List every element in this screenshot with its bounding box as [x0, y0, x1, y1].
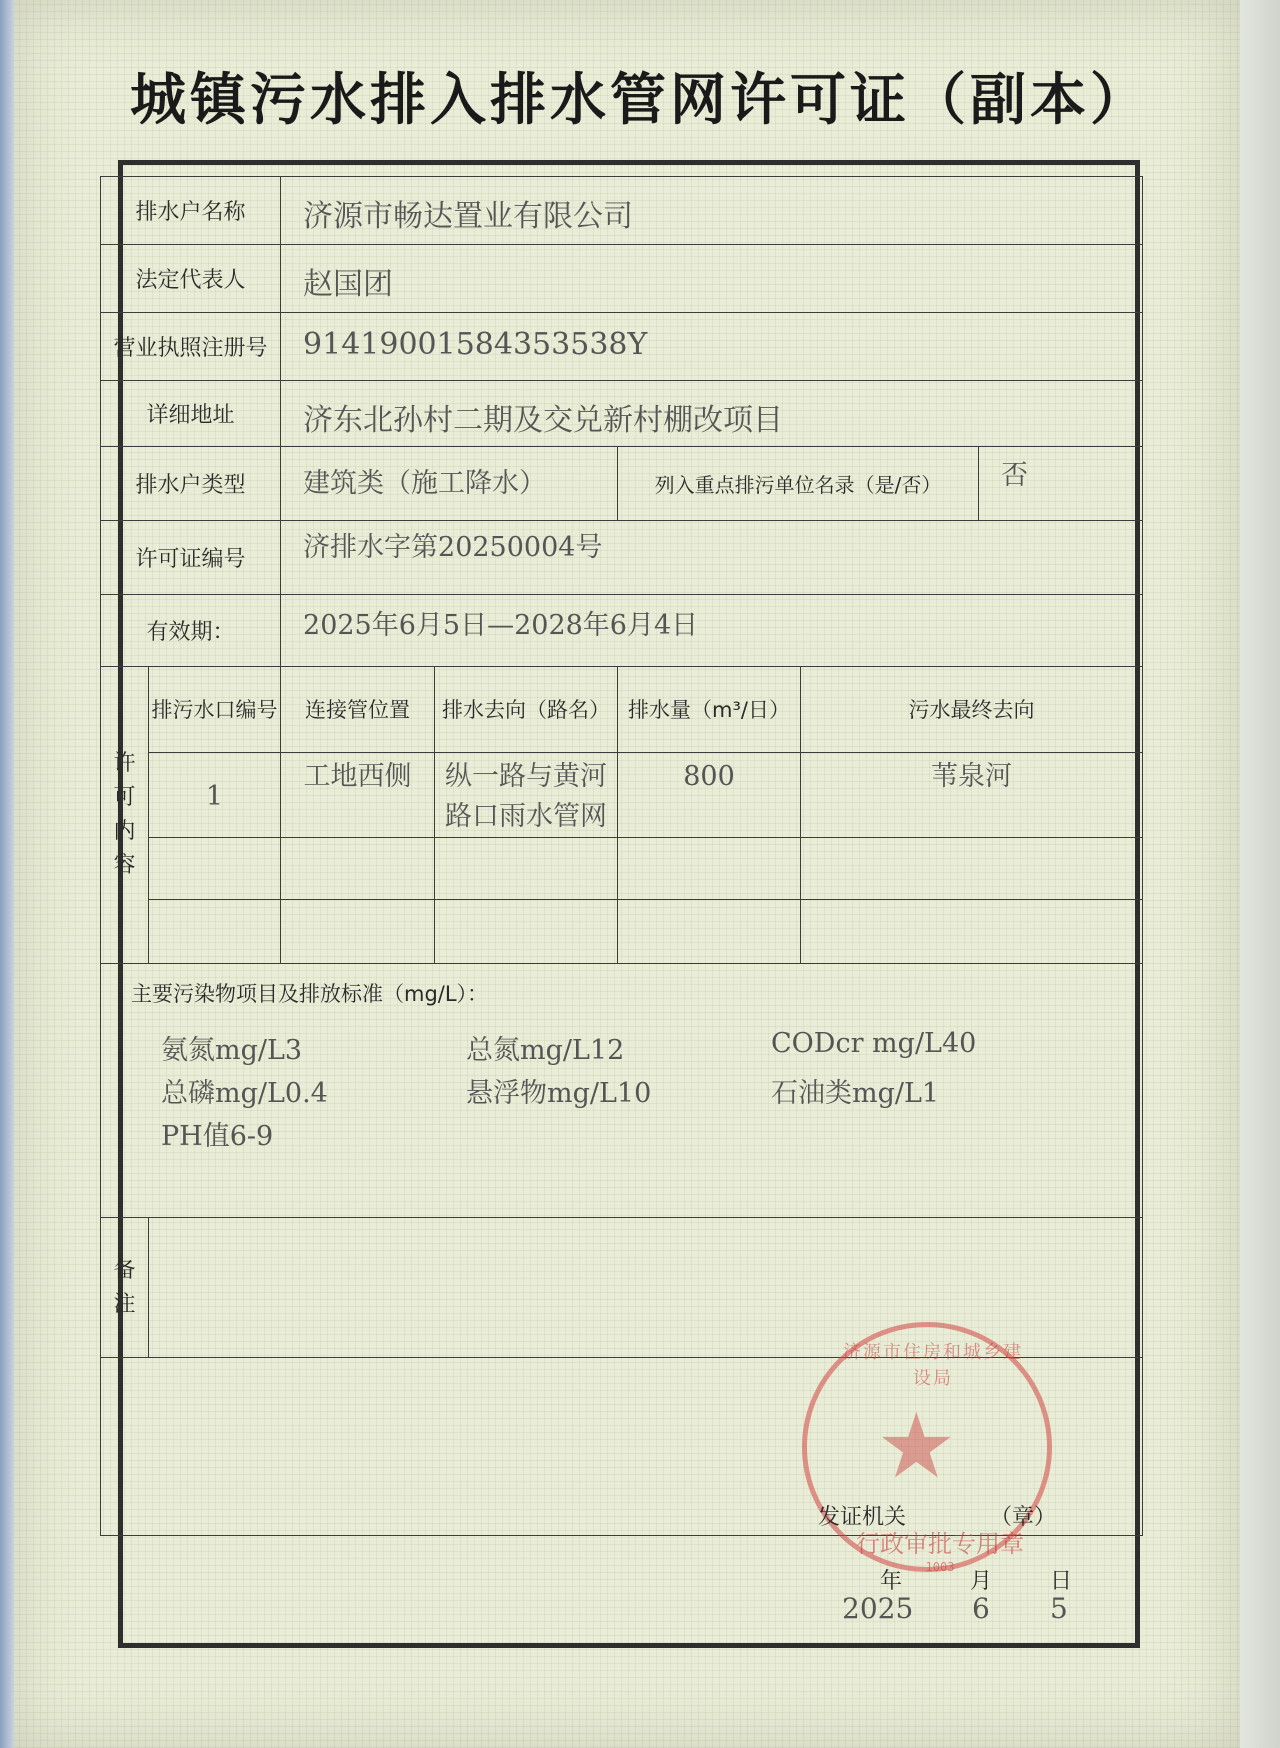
row-name: [101, 177, 1143, 245]
row-license-no: [101, 313, 1143, 381]
table-row-empty: [101, 900, 1143, 964]
issuer-seal: （章）: [990, 1505, 1057, 1530]
permit-content-label-cell: [101, 667, 149, 964]
row-validity: [101, 595, 1143, 667]
year-label: 年: [880, 1569, 903, 1594]
pollutant-item: 总氮mg/L12: [466, 1035, 625, 1066]
issue-month: 6: [972, 1592, 990, 1625]
pollutant-item: 氨氮mg/L3: [161, 1035, 303, 1066]
table-row: [101, 753, 1143, 838]
pollutants-cell: [101, 964, 1143, 1218]
empty-cell: [618, 838, 801, 900]
header-final-destination: 污水最终去向: [801, 667, 1143, 753]
legal-rep-value: 赵国团: [281, 245, 1143, 313]
key-unit-value: 否: [979, 447, 1143, 521]
pollutants-heading: 主要污染物项目及排放标准（mg/L）：: [131, 982, 489, 1006]
legal-rep-label: 法定代表人: [101, 245, 281, 313]
empty-cell: [435, 900, 618, 964]
pollutant-item: CODcr mg/L40: [771, 1028, 977, 1059]
empty-cell: [281, 838, 435, 900]
empty-cell: [801, 838, 1143, 900]
permit-no-label: 许可证编号: [101, 521, 281, 595]
page-edge: [1240, 0, 1280, 1748]
pipe-location-cell: 工地西侧: [281, 753, 435, 838]
pollutants-row: [101, 964, 1143, 1218]
stamp-text: 济源市住房和城乡建设局: [843, 1342, 1023, 1389]
issuer-label: 发证机关: [818, 1505, 907, 1530]
empty-cell: [149, 900, 281, 964]
validity-value: 2025年6月5日—2028年6月4日: [281, 595, 1143, 667]
permit-table: [100, 176, 1143, 1536]
empty-cell: [801, 900, 1143, 964]
license-no-value: 91419001584353538Y: [281, 313, 1143, 381]
validity-label: 有效期：: [101, 595, 281, 667]
pollutant-item: 石油类mg/L1: [771, 1078, 940, 1109]
header-pipe-location: 连接管位置: [281, 667, 435, 753]
remarks-label: 备注: [113, 1257, 136, 1317]
empty-cell: [435, 838, 618, 900]
row-permit-no: [101, 521, 1143, 595]
type-label: 排水户类型: [101, 447, 281, 521]
name-value: 济源市畅达置业有限公司: [281, 177, 1143, 245]
address-value: 济东北孙村二期及交兑新村棚改项目: [281, 381, 1143, 447]
pollutant-item: 悬浮物mg/L10: [466, 1078, 652, 1109]
issue-year: 2025: [842, 1592, 914, 1625]
row-address: [101, 381, 1143, 447]
final-destination-cell: 苇泉河: [801, 753, 1143, 838]
row-type: [101, 447, 1143, 521]
pollutant-item: 总磷mg/L0.4: [161, 1078, 328, 1109]
license-no-label: 营业执照注册号: [101, 313, 281, 381]
address-label: 详细地址: [101, 381, 281, 447]
empty-cell: [618, 900, 801, 964]
remarks-value: [149, 1218, 1143, 1358]
binder-edge: [0, 0, 14, 1748]
pollutant-item: PH值6-9: [161, 1121, 274, 1152]
stamp-bottom-text: 行政审批专用章: [856, 1530, 1024, 1558]
name-label: 排水户名称: [101, 177, 281, 245]
month-label: 月: [970, 1569, 993, 1594]
table-row-empty: [101, 838, 1143, 900]
key-unit-label: 列入重点排污单位名录（是/否）: [618, 447, 979, 521]
star-icon: ★: [876, 1394, 957, 1499]
pollutants-list: [131, 1028, 1142, 1153]
document-title: 城镇污水排入排水管网许可证（副本）: [130, 68, 1150, 133]
permit-content-header: [101, 667, 1143, 753]
issue-day: 5: [1050, 1592, 1068, 1625]
outlet-no-cell: 1: [149, 753, 281, 838]
row-legal-rep: [101, 245, 1143, 313]
permit-content-label: 许可内容: [113, 751, 136, 878]
permit-no-value: 济排水字第20250004号: [281, 521, 1143, 595]
empty-cell: [281, 900, 435, 964]
volume-cell: 800: [618, 753, 801, 838]
direction-cell: 纵一路与黄河路口雨水管网: [435, 753, 618, 838]
type-value: 建筑类（施工降水）: [281, 447, 618, 521]
empty-cell: [149, 838, 281, 900]
header-outlet-no: 排污水口编号: [149, 667, 281, 753]
header-direction: 排水去向（路名）: [435, 667, 618, 753]
day-label: 日: [1050, 1569, 1073, 1594]
header-volume: 排水量（m³/日）: [618, 667, 801, 753]
remarks-label-cell: [101, 1218, 149, 1358]
stamp-number: 1003: [925, 1560, 955, 1574]
